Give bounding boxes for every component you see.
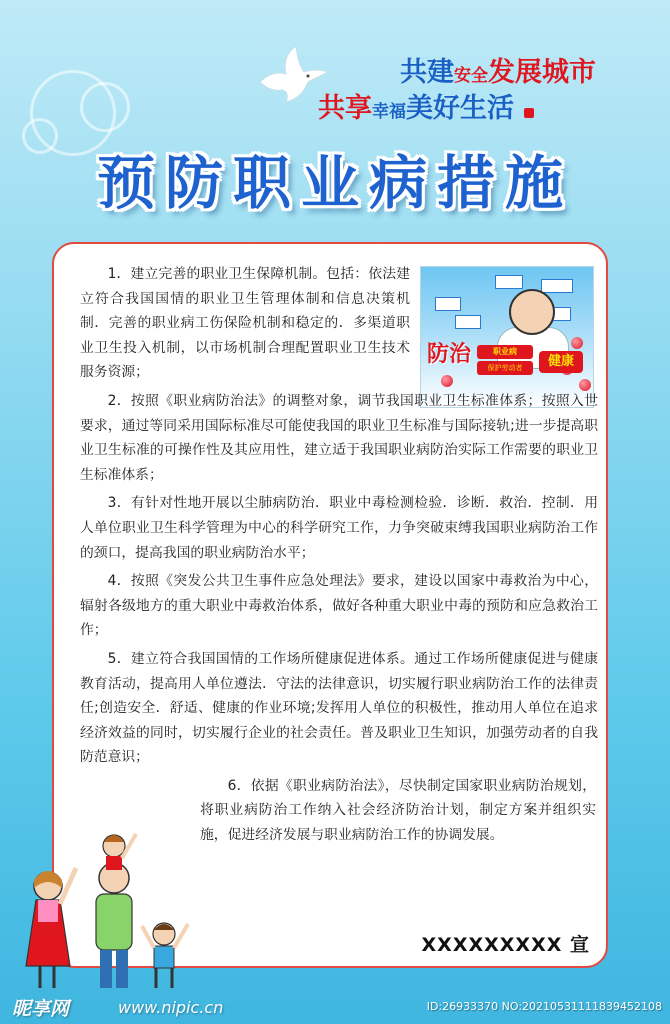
measure-paragraph: 5．建立符合我国国情的工作场所健康促进体系。通过工作场所健康促进与健康教育活动，提高用人单位遵法．守法的法律意识，切实履行职业病防治工作的法律责任;创造安全．舒适、健康的作业环境;发挥用人单位的积极性，推动用人单位在追求经济效益的同时，切实履行企业的社会责任。普及职业卫生知识，加强劳动者的自我防范意识；	[80, 650, 598, 766]
inset-char: 治	[449, 341, 472, 367]
slogan-word: 安全	[454, 66, 488, 86]
issuer-signature: XXXXXXXXX 宣	[421, 934, 590, 956]
slogan-word: 幸福	[372, 102, 406, 122]
slogan-word: 发展城市	[488, 57, 596, 88]
slogan-line-2	[318, 86, 534, 125]
watermark-url: www.nipic.cn	[118, 998, 224, 1017]
measure-paragraph: 1．建立完善的职业卫生保障机制。包括：依法建立符合我国国情的职业卫生管理体制和信息决策机制．完善的职业病工伤保险机制和稳定的．多渠道职业卫生投入机制，以市场机制合理配置职业卫生技术服务资源；	[80, 266, 410, 381]
slogan-word: 共建	[400, 57, 454, 88]
decor-ring-small	[80, 82, 130, 132]
family-illustration	[18, 816, 198, 996]
inset-tag: 保护劳动者	[477, 361, 533, 375]
inset-tag: 健康	[539, 351, 583, 373]
measure-paragraph: 2．按照《职业病防治法》的调整对象，调节我国职业卫生标准体系；按照入世要求，通过等同采用国际标准尽可能使我国的职业卫生标准与国际接轨;进一步提高职业卫生标准的可操作性及其应用性，建立适于我国职业病防治实际工作需要的职业卫生标准体系；	[80, 392, 598, 483]
slogan-line-1	[400, 50, 596, 89]
inset-char: 防	[427, 341, 450, 367]
measure-paragraph: 4．按照《突发公共卫生事件应急处理法》要求，建设以国家中毒救治为中心，辐射各级地方的重大职业中毒救治体系，做好各种重大职业中毒的预防和应急救治工作；	[80, 573, 598, 639]
slogan-word: 共享	[318, 93, 372, 124]
watermark-logo: 昵享网	[12, 998, 70, 1020]
watermark-id: ID:26933370 NO:20210531111839452108	[426, 1000, 662, 1013]
measure-paragraph: 6．依据《职业病防治法》，尽快制定国家职业病防治规划，将职业病防治工作纳入社会经济防治计划，制定方案并组织实施，促进经济发展与职业病防治工作的协调发展。	[200, 777, 596, 844]
inset-tag: 职业病	[477, 345, 533, 359]
measure-paragraph: 3．有针对性地开展以尘肺病防治．职业中毒检测检验．诊断．救治．控制．用人单位职业卫生科学管理为中心的科学研究工作，力争突破束缚我国职业病防治工作的颈口，提高我国的职业病防治水平；	[80, 495, 598, 561]
slogan-word: 美好生活	[406, 93, 514, 124]
measures-list	[80, 262, 598, 852]
slogan-mark-icon	[524, 108, 534, 118]
page-title: 预防职业病措施	[96, 149, 573, 217]
